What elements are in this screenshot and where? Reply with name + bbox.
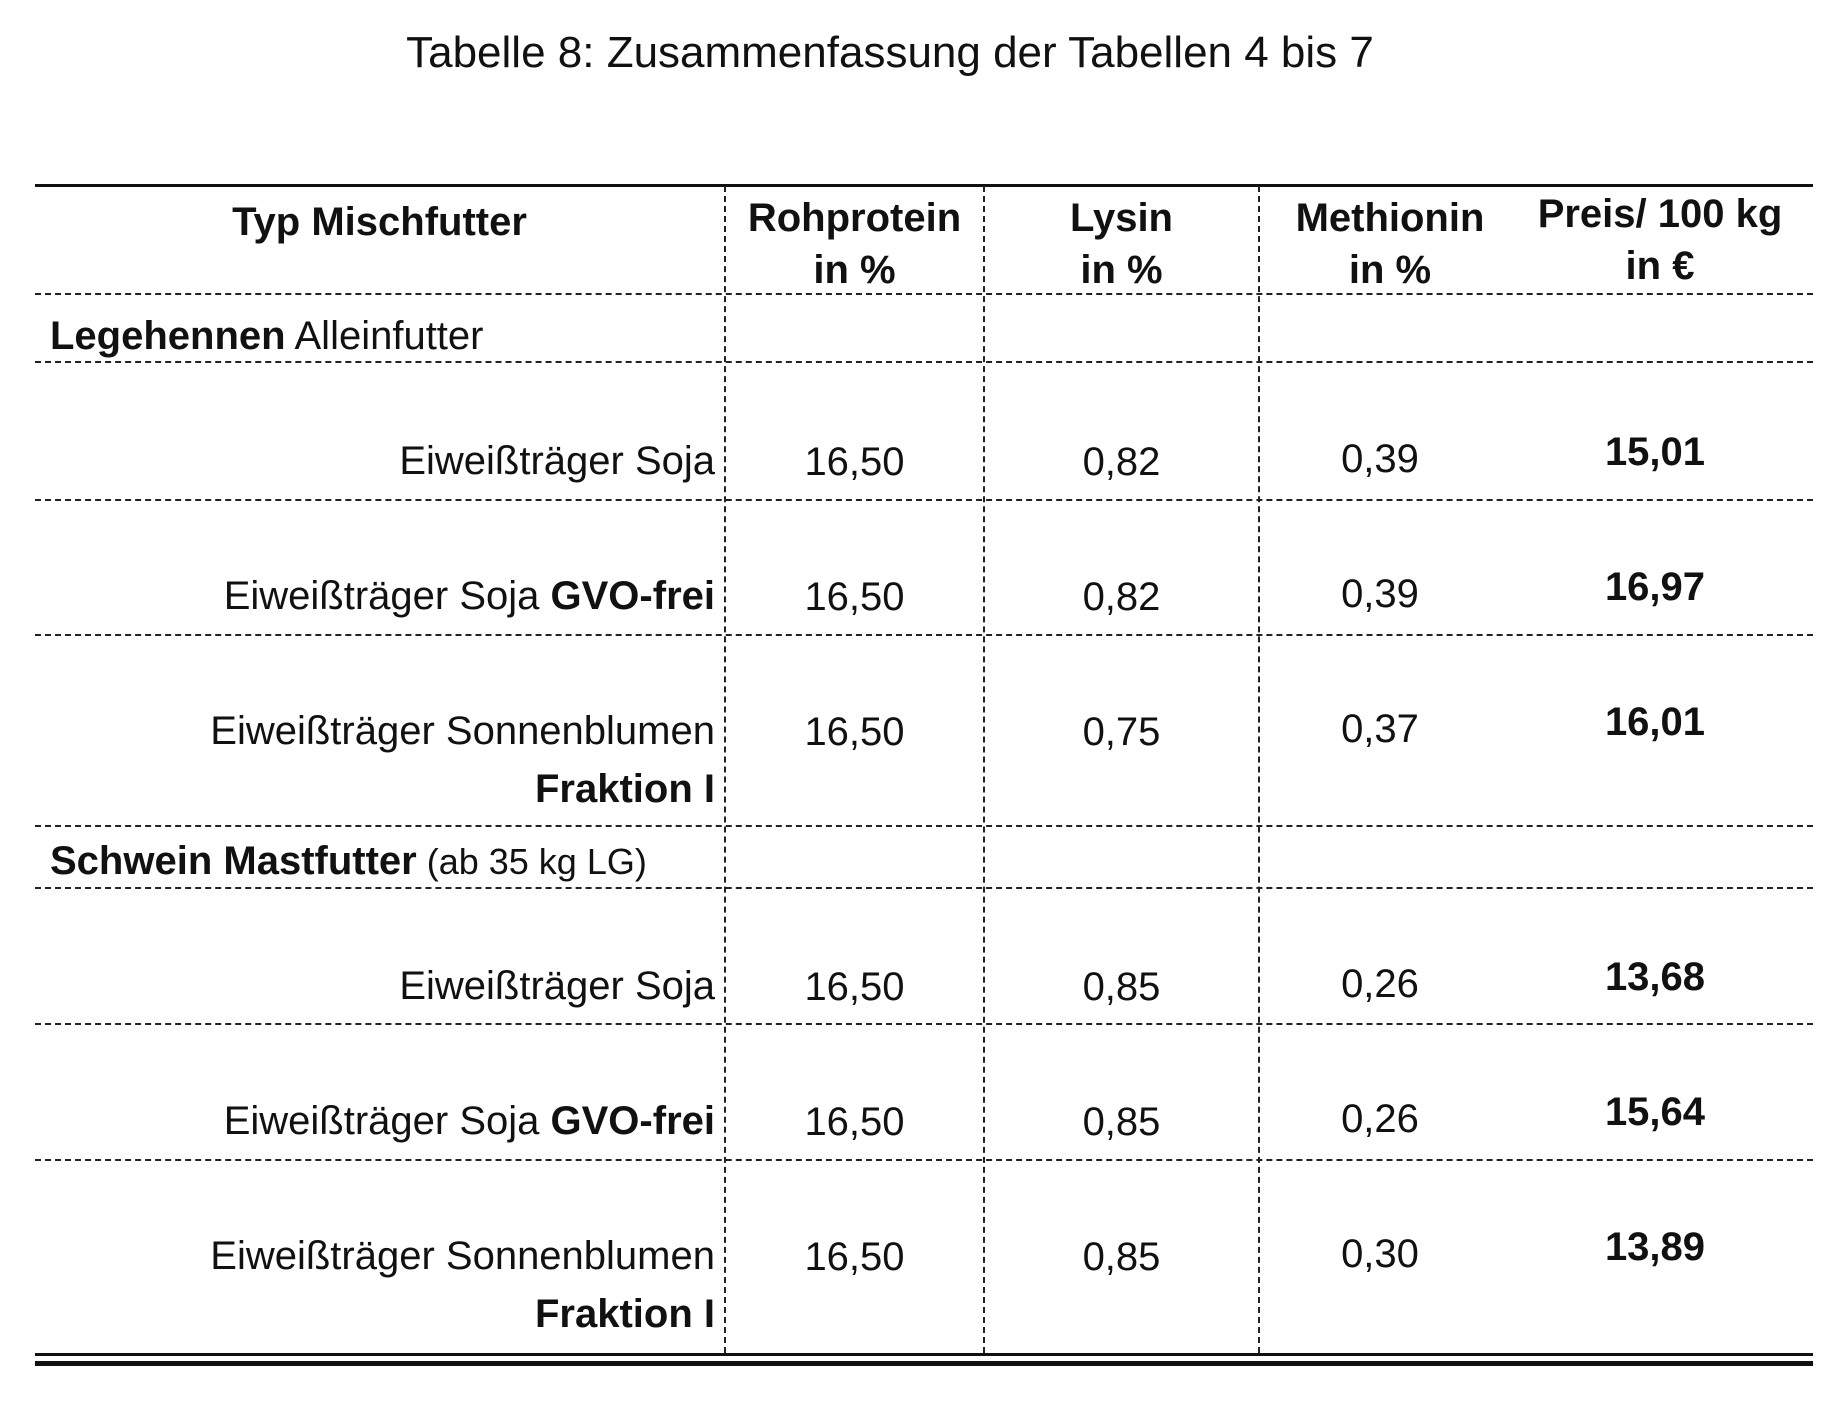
cell-lysin: 0,85 <box>985 965 1258 1010</box>
row-label <box>224 1092 715 1150</box>
cell-methionin: 0,30 <box>1260 1232 1500 1277</box>
table-caption: Tabelle 8: Zusammenfassung der Tabellen 4 bis 7 <box>0 28 1780 78</box>
row-label-bold: GVO-frei <box>551 1099 715 1143</box>
row-label-text: Eiweißträger Soja <box>224 1099 551 1143</box>
column-divider <box>983 186 985 1353</box>
row-label <box>224 567 715 625</box>
cell-lysin: 0,82 <box>985 575 1258 620</box>
header-rohprotein <box>726 192 983 296</box>
table-bottom-rule <box>35 1361 1813 1366</box>
header-lysin <box>985 192 1258 296</box>
cell-rohprotein: 16,50 <box>726 1235 983 1280</box>
row-divider <box>35 634 1813 636</box>
header-preis <box>1510 188 1810 292</box>
row-label <box>399 432 715 490</box>
cell-lysin: 0,82 <box>985 440 1258 485</box>
row-label-bold: GVO-frei <box>551 574 715 618</box>
row-divider <box>35 887 1813 889</box>
header-text: Rohprotein <box>726 192 983 244</box>
cell-preis: 16,97 <box>1530 565 1780 610</box>
row-label <box>210 1227 715 1343</box>
cell-rohprotein: 16,50 <box>726 965 983 1010</box>
cell-rohprotein: 16,50 <box>726 1100 983 1145</box>
header-unit: in % <box>1260 244 1520 296</box>
cell-methionin: 0,26 <box>1260 962 1500 1007</box>
section-name-rest: (ab 35 kg LG) <box>417 841 647 882</box>
header-unit: in % <box>726 244 983 296</box>
row-label-text: Eiweißträger Sonnenblumen <box>210 1234 715 1278</box>
header-text: Typ Mischfutter <box>232 200 527 244</box>
cell-lysin: 0,85 <box>985 1100 1258 1145</box>
cell-rohprotein: 16,50 <box>726 710 983 755</box>
table-bottom-rule <box>35 1353 1813 1356</box>
cell-preis: 13,89 <box>1530 1225 1780 1270</box>
table-top-rule <box>35 184 1813 187</box>
row-divider <box>35 499 1813 501</box>
header-unit: in % <box>985 244 1258 296</box>
row-label-line2: Fraktion I <box>210 1285 715 1343</box>
cell-preis: 15,64 <box>1530 1090 1780 1135</box>
row-label-text: Eiweißträger Soja <box>399 439 715 483</box>
header-unit: in € <box>1510 240 1810 292</box>
column-divider <box>724 186 726 1353</box>
section-name-rest: Alleinfutter <box>286 314 484 358</box>
header-text: Lysin <box>985 192 1258 244</box>
section-name: Schwein Mastfutter <box>50 839 417 883</box>
cell-methionin: 0,26 <box>1260 1097 1500 1142</box>
section-header-schwein <box>50 839 647 884</box>
cell-lysin: 0,75 <box>985 710 1258 755</box>
row-label-text: Eiweißträger Soja <box>399 964 715 1008</box>
row-divider <box>35 361 1813 363</box>
cell-methionin: 0,39 <box>1260 572 1500 617</box>
cell-rohprotein: 16,50 <box>726 575 983 620</box>
header-text: Methionin <box>1260 192 1520 244</box>
cell-methionin: 0,39 <box>1260 437 1500 482</box>
row-divider <box>35 1023 1813 1025</box>
row-label <box>210 702 715 818</box>
header-methionin <box>1260 192 1520 296</box>
cell-methionin: 0,37 <box>1260 707 1500 752</box>
section-name: Legehennen <box>50 314 286 358</box>
row-label-text: Eiweißträger Sonnenblumen <box>210 709 715 753</box>
cell-lysin: 0,85 <box>985 1235 1258 1280</box>
row-label <box>399 957 715 1015</box>
row-label-text: Eiweißträger Soja <box>224 574 551 618</box>
row-divider <box>35 825 1813 827</box>
cell-preis: 13,68 <box>1530 955 1780 1000</box>
cell-rohprotein: 16,50 <box>726 440 983 485</box>
cell-preis: 16,01 <box>1530 700 1780 745</box>
cell-preis: 15,01 <box>1530 430 1780 475</box>
header-typ <box>35 196 724 248</box>
section-header-legehennen <box>50 314 483 359</box>
header-text: Preis/ 100 kg <box>1510 188 1810 240</box>
row-divider <box>35 1159 1813 1161</box>
column-divider <box>1258 186 1260 1353</box>
row-label-line2: Fraktion I <box>210 760 715 818</box>
